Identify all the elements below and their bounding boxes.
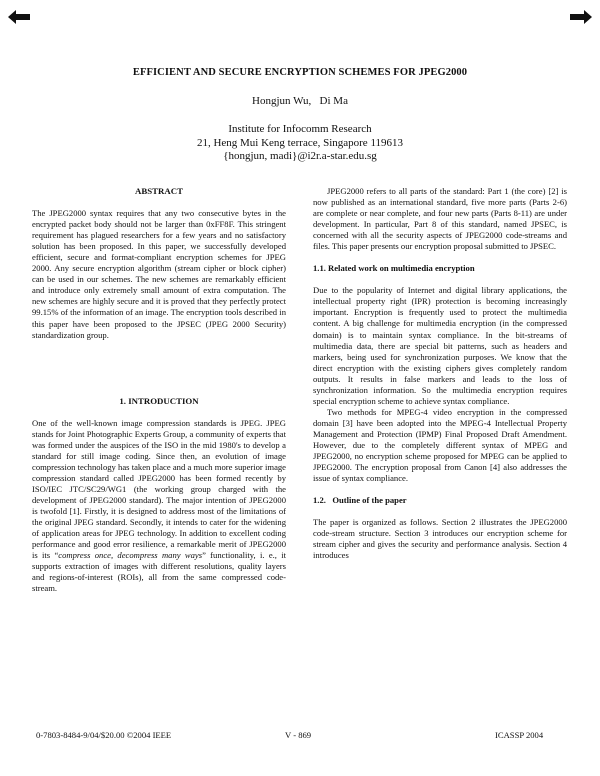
related-work-paragraph-1: Due to the popularity of Internet and digital library applications, the intellectual property right (IPR) protection is becoming increasingly important. Encryption is frequently used to protect the multimedia content. A big challenge for multimedia encryption (in the compressed domain) is to maintain syntax compliance. In the bit-streams of multimedia data, there are special bit patterns, such as headers and markers, being used for synchronization purposes. We know that the direct encryption with the existing ciphers gives completely random outputs. It results in false markers and leads to the loss of synchronization information. So the multimedia encryption requires special encryption scheme to achieve syntax compliance. (313, 285, 567, 406)
outline-heading: 1.2. Outline of the paper (313, 495, 407, 506)
affiliation-email: {hongjun, madi}@i2r.a-star.edu.sg (223, 150, 377, 162)
paper-authors: Hongjun Wu, Di Ma (252, 95, 348, 107)
footer-conference: ICASSP 2004 (495, 730, 544, 740)
related-work-paragraph-2: Two methods for MPEG-4 video encryption in the compressed domain [3] have been adopted into the MPEG-4 Intellectual Property Management and Protection (IPMP) Final Proposed Draft Amendment. However, due to the completely different syntax of MPEG and JPEG2000, no encryption scheme proposed for MPEG can be applied to JPEG2000. The encryption proposal from Canon [4] also addresses the issue of syntax compliance. (313, 406, 567, 484)
footer-copyright: 0-7803-8484-9/04/$20.00 ©2004 IEEE (36, 730, 172, 740)
author-affiliation (0, 123, 600, 164)
introduction-paragraph-1: One of the well-known image compression standards is JPEG. JPEG stands for Joint Photographic Experts Group, a community of experts that was formed under the auspices of the ISO in the mid 1980's to develop a standard for still image coding. Since then, an evolution of image compression technology has taken place and a much more superior image compression standard called JPEG2000 has been formed recently by ISO/IEC JTC/SC29/WG1 (the working group charged with the development of JPEG2000 standard). The major intention of JPEG2000 is twofold [1]. Firstly, it is designed to address most of the limitations of the original JPEG standard. Secondly, it intends to cater for the widening of application areas for JPEG technology. In addition to excellent coding performance and good error resilience, a remarkable merit of JPEG2000 is its “compress once, decompress many ways” functionality, i. e., it supports extraction of images with different resolutions, quality layers and regions-of-interest (ROIs), all from the same compressed code-stream. (32, 417, 287, 594)
introduction-heading: 1. INTRODUCTION (119, 395, 199, 406)
arrow-left-icon[interactable] (8, 10, 30, 24)
arrow-right-icon[interactable] (570, 10, 592, 24)
abstract-text: The JPEG2000 syntax requires that any two consecutive bytes in the encrypted packet body should not be larger than 0xFF8F. This stringent requirement has plagued researchers for a few years and no satisfactory solution has been proposed. In this paper, we successfully developed efficient, secure and format-compliant encryption schemes for JPEG 2000. Any secure encryption algorithm (stream cipher or block cipher) can be used in our schemes. The new schemes are remarkably efficient and introduce only extremely small amount of extra computation. The new schemes are highly secure and it is proved that they perfectly protect 99.15% of the information of an image. The encryption tools described in this paper have been proposed to the JPSEC (JPEG 2000 Security) standardization group. (32, 208, 286, 340)
left-column (32, 186, 286, 594)
related-work-heading: 1.1. Related work on multimedia encryption (313, 263, 475, 274)
introduction-paragraph-2: JPEG2000 refers to all parts of the standard: Part 1 (the core) [2] is now published as an international standard, five more parts (Parts 2-6) are complete or near complete, and four new parts (Parts 8-11) are under development. In particular, Part 8 of this standard, named JPSEC, is concerned with all the security aspects of JPEG2000 code-streams and files. This paper presents our encryption proposal submitted to JPSEC. (313, 186, 567, 252)
paper-title: EFFICIENT AND SECURE ENCRYPTION SCHEMES FOR JPEG2000 (132, 67, 468, 78)
abstract-heading: ABSTRACT (135, 186, 183, 196)
outline-paragraph: The paper is organized as follows. Section 2 illustrates the JPEG2000 code-stream structure. Section 3 introduces our encryption scheme for stream cipher and gives the security and performance analysis. Section 4 introduces (313, 517, 567, 561)
affiliation-institute: Institute for Infocomm Research (228, 123, 372, 135)
right-column (313, 186, 567, 561)
affiliation-address: 21, Heng Mui Keng terrace, Singapore 119613 (196, 136, 404, 149)
introduction-emphasis: compress once, decompress many ways (58, 550, 203, 561)
page-number: V - 869 (285, 730, 312, 740)
